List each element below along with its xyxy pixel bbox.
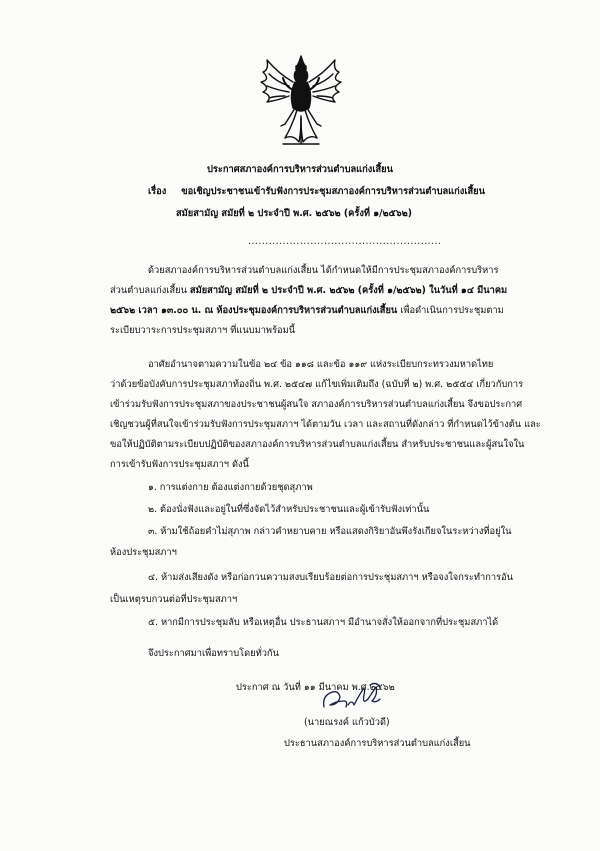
paragraph1-line3-a: ๒๕๖๒ เวลา ๑๓.๐๐ น. ณ ห้องประชุมองค์การบริหารส่วนตำบลแก่งเสี้ยน	[110, 305, 398, 316]
paragraph1-line4: ระเบียบวาระการประชุมสภาฯ ที่แนบมาพร้อมนี้	[110, 325, 296, 336]
rule-3-line2: ห้องประชุมสภาฯ	[110, 547, 177, 558]
paragraph1-line2	[110, 282, 507, 300]
paragraph1-line2-a: ส่วนตำบลแก่งเสี้ยน	[110, 285, 190, 296]
rule-2: ๒. ต้องนั่งฟังและอยู่ในที่ซึ่งจัดไว้สำหรับประชาชนและผู้เข้ารับฟังเท่านั้น	[148, 504, 430, 515]
separator-dots: ........................................................	[248, 236, 442, 247]
signer-position: ประธานสภาองค์การบริหารส่วนตำบลแก่งเสี้ยน	[284, 738, 471, 749]
paragraph2-line6: การเข้ารับฟังการประชุมสภาฯ ดังนี้	[110, 459, 249, 470]
subject-label: เรื่อง	[148, 186, 167, 197]
session-line: สมัยสามัญ สมัยที่ ๒ ประจำปี พ.ศ. ๒๕๖๒ (ครั้งที่ ๑/๒๕๖๒)	[176, 208, 412, 219]
paragraph1-line2-b: สมัยสามัญ สมัยที่ ๒ ประจำปี พ.ศ. ๒๕๖๒ (ครั้งที่ ๑/๒๕๖๒) ในวันที่ ๑๔ มีนาคม	[189, 285, 508, 296]
paragraph1-line3-b: เพื่อดำเนินการประชุมตาม	[397, 305, 504, 316]
rule-4-line2: เป็นเหตุรบกวนต่อที่ประชุมสภาฯ	[110, 594, 238, 605]
paragraph2-line5: ขอให้ปฏิบัติตามระเบียบปฏิบัติของสภาองค์การบริหารส่วนตำบลแก่งเสี้ยน สำหรับประชาชนและผู้สนใจใน	[110, 439, 525, 450]
paragraph2-line2: ว่าด้วยข้อบังคับการประชุมสภาท้องถิ่น พ.ศ. ๒๕๔๗ แก้ไขเพิ่มเติมถึง (ฉบับที่ ๒) พ.ศ. ๒๕๕๔ เกี่ยวกับการ	[110, 379, 524, 390]
subject-text: ขอเชิญประชาชนเข้ารับฟังการประชุมสภาองค์การบริหารส่วนตำบลแก่งเสี้ยน	[181, 186, 485, 197]
rule-3-line1: ๓. ห้ามใช้ถ้อยคำไม่สุภาพ กล่าวคำหยาบคาย หรือแสดงกิริยาอันพึงรังเกียจในระหว่างที่อยู่ใน	[148, 526, 512, 537]
rule-1: ๑. การแต่งกาย ต้องแต่งกายด้วยชุดสุภาพ	[148, 482, 313, 493]
handwritten-signature-icon	[318, 677, 398, 719]
garuda-emblem-icon	[255, 52, 347, 148]
paragraph1-line1: ด้วยสภาองค์การบริหารส่วนตำบลแก่งเสี้ยน ได้กำหนดให้มีการประชุมสภาองค์การบริหาร	[148, 265, 499, 276]
announcement-subject	[148, 183, 485, 201]
announcement-title: ประกาศสภาองค์การบริหารส่วนตำบลแก่งเสี้ยน	[206, 164, 393, 175]
paragraph2-line4: เชิญชวนผู้ที่สนใจเข้าร่วมรับฟังการประชุมสภาฯ ได้ตามวัน เวลา และสถานที่ดังกล่าว ที่กำหนดไว้ข้างต้น และ	[110, 419, 541, 430]
paragraph2-line1: อาศัยอำนาจตามความในข้อ ๒๔ ข้อ ๑๑๘ และข้อ ๑๑๙ แห่งระเบียบกระทรวงมหาดไทย	[148, 359, 494, 370]
closing-line: จึงประกาศมาเพื่อทราบโดยทั่วกัน	[148, 648, 279, 659]
rule-5: ๕. หากมีการประชุมลับ หรือเหตุอื่น ประธานสภาฯ มีอำนาจสั่งให้ออกจากที่ประชุมสภาได้	[148, 617, 499, 628]
signer-name: (นายณรงค์ แก้วบัวดี)	[304, 717, 390, 728]
date-line: ประกาศ ณ วันที่ ๑๑ มีนาคม พ.ศ.๒๕๖๒	[236, 682, 395, 693]
rule-4-line1: ๔. ห้ามส่งเสียงดัง หรือก่อกวนความสงบเรียบร้อยต่อการประชุมสภาฯ หรือจงใจกระทำการอัน	[148, 572, 513, 583]
paragraph1-line3	[110, 302, 504, 320]
paragraph2-line3: เข้าร่วมรับฟังการประชุมสภาของประชาชนผู้สนใจ สภาองค์การบริหารส่วนตำบลแก่งเสี้ยน จึงขอประกาศ	[110, 399, 523, 410]
